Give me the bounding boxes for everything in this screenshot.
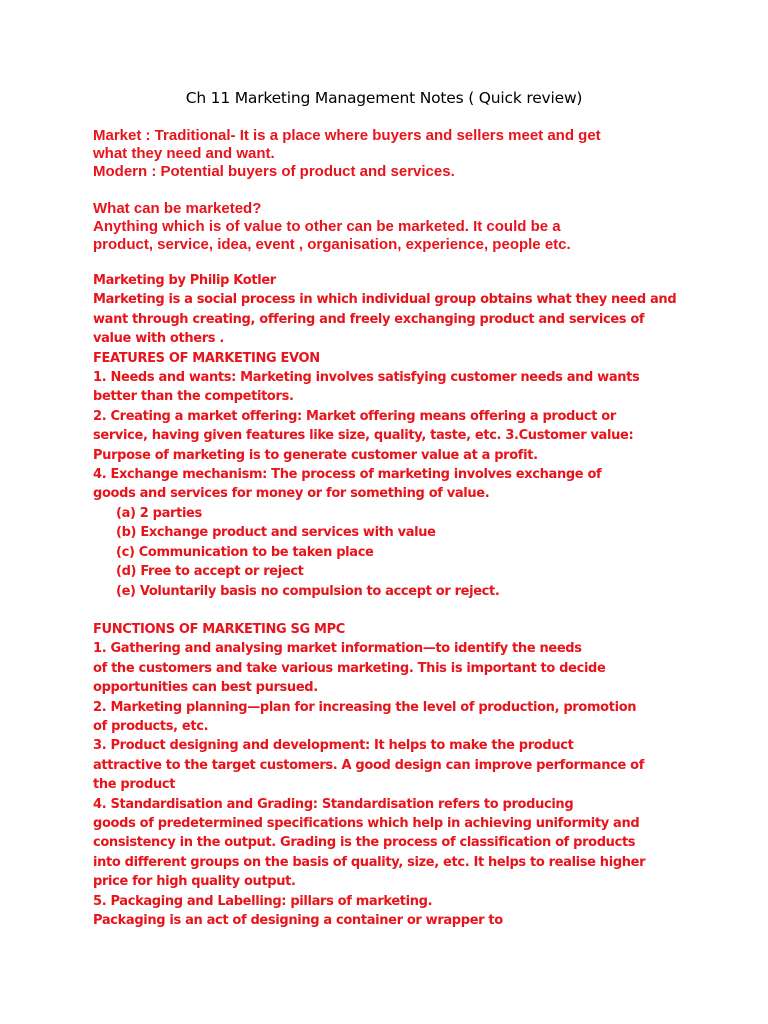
text-line: goods and services for money or for something of value. (93, 486, 490, 502)
functions-block (93, 620, 713, 931)
list-item: (b) Exchange product and services with value (116, 525, 436, 541)
text-line: FUNCTIONS OF MARKETING SG MPC (93, 622, 345, 637)
text-line: Marketing by Philip Kotler (93, 273, 276, 288)
list-item: (a) 2 parties (116, 505, 202, 521)
list-item: (c) Communication to be taken place (116, 544, 374, 560)
text-line: 3. Product designing and development: It helps to make the product (93, 738, 574, 754)
what-can-be-marketed-block (93, 200, 713, 254)
text-line: of products, etc. (93, 719, 209, 735)
text-line: attractive to the target customers. A good design can improve performance of (93, 757, 644, 773)
text-line: 1. Gathering and analysing market information—to identify the needs (93, 641, 582, 657)
text-line: Anything which is of value to other can be marketed. It could be a (93, 218, 561, 235)
text-line: Marketing is a social process in which individual group obtains what they need and (93, 292, 677, 308)
text-line: What can be marketed? (93, 200, 262, 217)
text-line: Modern : Potential buyers of product and services. (93, 163, 455, 180)
text-line: 1. Needs and wants: Marketing involves satisfying customer needs and wants (93, 370, 640, 386)
document-title: Ch 11 Marketing Management Notes ( Quick review) (185, 89, 583, 107)
text-line: the product (93, 777, 176, 793)
text-line: into different groups on the basis of quality, size, etc. It helps to realise higher (93, 854, 646, 870)
market-definition-block (93, 127, 713, 181)
text-line: better than the competitors. (93, 389, 294, 405)
text-line: Purpose of marketing is to generate customer value at a profit. (93, 447, 538, 463)
text-line: price for high quality output. (93, 874, 296, 890)
text-line: Packaging is an act of designing a container or wrapper to (93, 913, 503, 929)
text-line: service, having given features like size, quality, taste, etc. 3.Customer value: (93, 428, 634, 444)
list-item: (e) Voluntarily basis no compulsion to accept or reject. (116, 583, 500, 599)
text-line: product, service, idea, event , organisation, experience, people etc. (93, 236, 571, 253)
text-line: 5. Packaging and Labelling: pillars of marketing. (93, 893, 433, 909)
list-item: (d) Free to accept or reject (116, 564, 304, 580)
text-line: what they need and want. (93, 145, 275, 162)
text-line: consistency in the output. Grading is the process of classification of products (93, 835, 636, 851)
text-line: 4. Exchange mechanism: The process of marketing involves exchange of (93, 467, 602, 483)
text-line: Market : Traditional- It is a place where buyers and sellers meet and get (93, 127, 601, 144)
text-line: value with others . (93, 331, 224, 347)
text-line: want through creating, offering and freely exchanging product and services of (93, 311, 645, 327)
kotler-features-block (93, 271, 713, 601)
text-line: of the customers and take various marketing. This is important to decide (93, 660, 606, 676)
text-line: 2. Marketing planning—plan for increasing the level of production, promotion (93, 699, 637, 715)
text-line: 4. Standardisation and Grading: Standardisation refers to producing (93, 796, 574, 812)
text-line: 2. Creating a market offering: Market offering means offering a product or (93, 408, 616, 424)
text-line: opportunities can best pursued. (93, 680, 318, 696)
text-line: FEATURES OF MARKETING EVON (93, 350, 320, 366)
text-line: goods of predetermined specifications which help in achieving uniformity and (93, 816, 640, 832)
